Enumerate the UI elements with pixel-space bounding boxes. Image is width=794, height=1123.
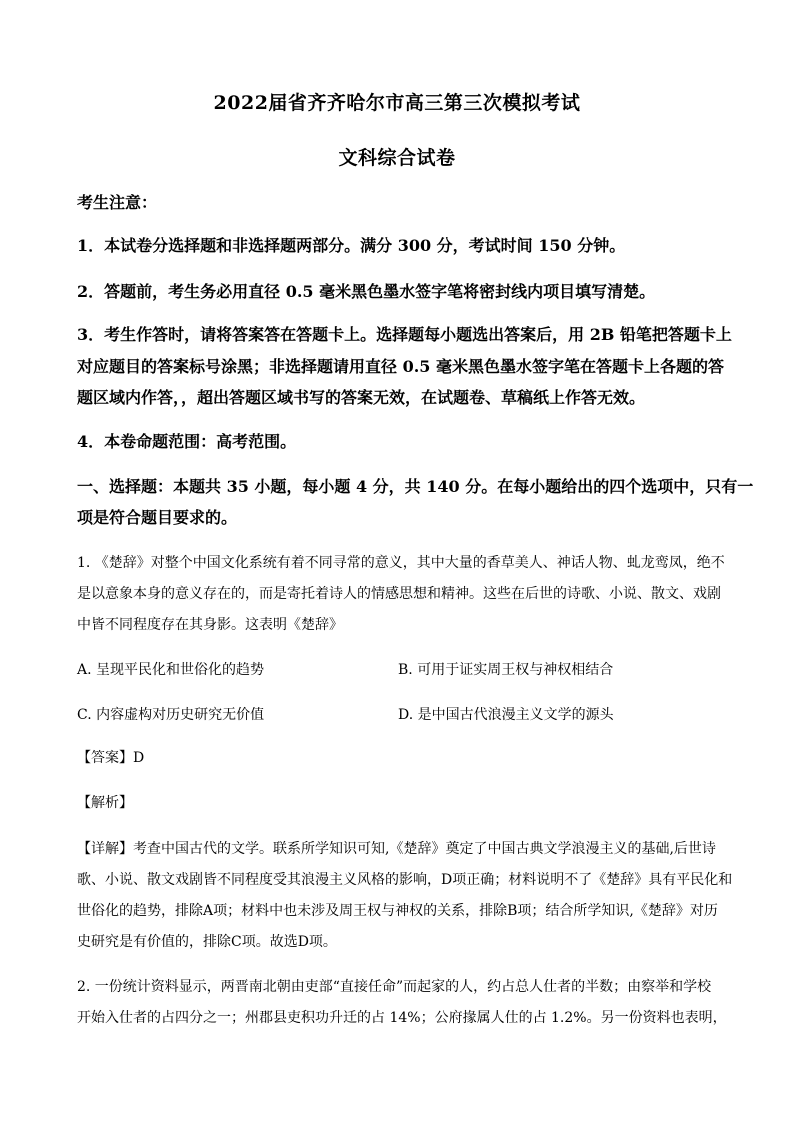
notice-item-4: 4．本卷命题范围：高考范围。 xyxy=(77,432,297,451)
document-subtitle: 文科综合试卷 xyxy=(338,147,456,169)
question-1-detail-line-3: 世俗化的趋势，排除A项；材料中也未涉及周王权与神权的关系，排除B项；结合所学知识,《楚辞》对历 xyxy=(77,903,718,919)
question-2-line-1: 2. 一份统计资料显示，两晋南北朝由吏部“直接任命”而起家的人，约占总人仕者的半数；由察举和学校 xyxy=(77,979,712,995)
question-1-detail-line-4: 史研究是有价值的，排除C项。故选D项。 xyxy=(77,934,337,950)
section-heading-line-1: 一、选择题：本题共 35 小题，每小题 4 分，共 140 分。在每小题给出的四个选项中，只有一 xyxy=(77,477,754,496)
notice-item-1: 1．本试卷分选择题和非选择题两部分。满分 300 分，考试时间 150 分钟。 xyxy=(77,236,626,255)
question-1-option-c: C. 内容虚构对历史研究无价值 xyxy=(77,707,265,723)
question-1-line-1: 1. 《楚辞》对整个中国文化系统有着不同寻常的意义，其中大量的香草美人、神话人物、虬龙鸾凤，绝不 xyxy=(77,555,725,571)
notice-heading: 考生注意： xyxy=(77,193,158,212)
question-1-line-3: 中皆不同程度存在其身影。这表明《楚辞》 xyxy=(77,617,343,633)
question-1-answer: 【答案】D xyxy=(77,750,145,766)
notice-item-2: 2．答题前，考生务必用直径 0.5 毫米黑色墨水签字笔将密封线内项目填写清楚。 xyxy=(77,282,656,301)
question-2-line-2: 开始入仕者的占四分之一；州郡县吏积功升迁的占 14%；公府掾属人仕的占 1.2%。另一份资料也表明， xyxy=(77,1010,727,1026)
question-1-analysis-label: 【解析】 xyxy=(77,795,133,811)
notice-item-3-line-2: 对应题目的答案标号涂黑；非选择题请用直径 0.5 毫米黑色墨水签字笔在答题卡上各题的答 xyxy=(77,357,724,376)
section-heading-line-2: 项是符合题目要求的。 xyxy=(77,508,238,527)
question-1-detail-line-2: 歌、小说、散文戏剧皆不同程度受其浪漫主义风格的影响，D项正确；材料说明不了《楚辞》具有平民化和 xyxy=(77,872,733,888)
notice-item-3-line-1: 3．考生作答时，请将答案答在答题卡上。选择题每小题选出答案后，用 2B 铅笔把答题卡上 xyxy=(77,325,732,344)
question-1-option-d: D. 是中国古代浪漫主义文学的源头 xyxy=(398,707,614,723)
question-1-option-b: B. 可用于证实周王权与神权相结合 xyxy=(398,662,614,678)
question-1-line-2: 是以意象本身的意义存在的，而是寄托着诗人的情感思想和精神。这些在后世的诗歌、小说、散文、戏剧 xyxy=(77,586,721,602)
question-1-detail-line-1: 【详解】考查中国古代的文学。联系所学知识可知,《楚辞》奠定了中国古典文学浪漫主义的基础,后世诗 xyxy=(77,841,716,857)
question-1-option-a: A. 呈现平民化和世俗化的趋势 xyxy=(77,662,265,678)
document-title: 2022届省齐齐哈尔市高三第三次模拟考试 xyxy=(213,92,581,114)
notice-item-3-line-3: 题区域内作答，，超出答题区域书写的答案无效，在试题卷、草稿纸上作答无效。 xyxy=(77,388,646,407)
